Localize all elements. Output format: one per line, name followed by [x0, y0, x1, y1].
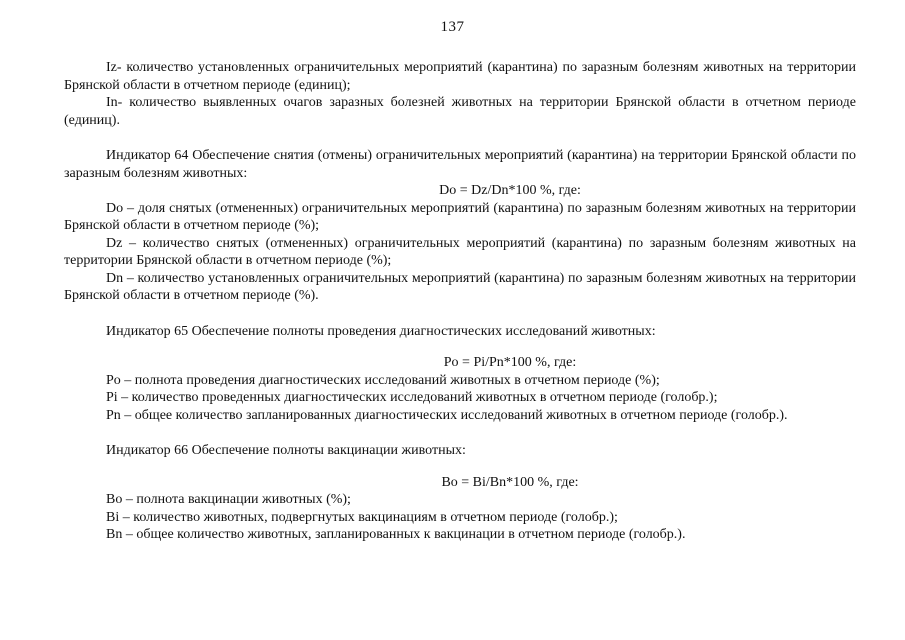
definition-iz: Iz- количество установленных ограничительных мероприятий (карантина) по заразным болезням животных на территории Брянской области в отчетном периоде (единиц);	[64, 60, 856, 93]
indicator-66-definition-bn: Bn – общее количество животных, запланированных к вакцинации в отчетном периоде (голобр.).	[106, 527, 686, 542]
indicator-64-formula: Do = Dz/Dn*100 %, где:	[439, 183, 581, 198]
indicator-65-definition-po: Po – полнота проведения диагностических исследований животных в отчетном периоде (%);	[106, 372, 660, 388]
indicator-66-definition-bo: Bo – полнота вакцинации животных (%);	[106, 492, 351, 507]
indicator-64-definition-dz: Dz – количество снятых (отмененных) ограничительных мероприятий (карантина) по заразным болезням животных на территории Брянской области в отчетном периоде (%);	[64, 235, 856, 268]
indicator-64-title: Индикатор 64 Обеспечение снятия (отмены) ограничительных мероприятий (карантина) на территории Брянской области по заразным болезням животных:	[64, 148, 856, 181]
indicator-65-title: Индикатор 65 Обеспечение полноты проведения диагностических исследований животных:	[106, 323, 656, 339]
document-body	[64, 59, 856, 544]
indicator-65-definition-pn: Pn – общее количество запланированных диагностических исследований животных в отчетном периоде (голобр.).	[106, 407, 788, 423]
indicator-64-definition-do: Do – доля снятых (отмененных) ограничительных мероприятий (карантина) по заразным болезням животных на территории Брянской области в отчетном периоде (%);	[64, 200, 856, 233]
page-number: 137	[440, 19, 465, 35]
indicator-66-definition-bi: Bi – количество животных, подвергнутых вакцинациям в отчетном периоде (голобр.);	[106, 509, 618, 525]
indicator-65-definition-pi: Pi – количество проведенных диагностических исследований животных в отчетном периоде (голобр.);	[106, 390, 718, 405]
indicator-66-title: Индикатор 66 Обеспечение полноты вакцинации животных:	[106, 443, 466, 458]
definition-in: In- количество выявленных очагов заразных болезней животных на территории Брянской области в отчетном периоде (единиц).	[64, 95, 856, 128]
indicator-64-definition-dn: Dn – количество установленных ограничительных мероприятий (карантина) по заразным болезням животных на территории Брянской области в отчетном периоде (%).	[64, 270, 856, 303]
indicator-66-formula: Bo = Bi/Bn*100 %, где:	[441, 474, 579, 490]
indicator-65-formula: Po = Pi/Pn*100 %, где:	[443, 355, 577, 370]
